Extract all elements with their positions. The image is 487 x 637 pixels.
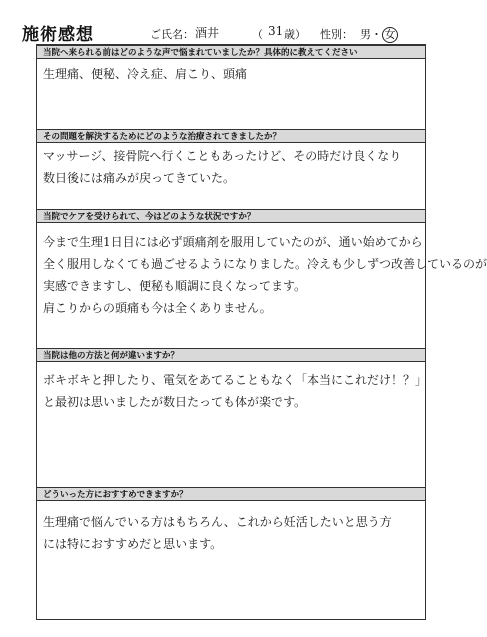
- survey-sheet: [36, 44, 487, 620]
- answer-4: [43, 369, 428, 413]
- answer-line: 実感できますし、便秘も順調に良くなってます。: [43, 279, 307, 293]
- answer-5: [43, 511, 421, 555]
- question-2: その問題を解決するためにどのような治療されてきましたか？: [37, 129, 425, 143]
- gender-label: 性別：: [320, 28, 353, 41]
- age-unit: 歳）: [284, 28, 306, 41]
- answer-line: 生理痛で悩んでいる方はもちろん、これから妊活したいと思う方: [43, 515, 392, 529]
- answer-line: 生理痛、便秘、冷え症、肩こり、頭痛: [43, 67, 248, 81]
- question-4: 当院は他の方法と何が違いますか？: [37, 348, 425, 362]
- answer-line: と最初は思いましたが数日たっても体が楽です。: [43, 395, 307, 409]
- answer-3: [43, 231, 487, 319]
- form-title: 施術感想: [22, 25, 94, 45]
- name-value: 酒井: [195, 26, 220, 40]
- answer-1: [43, 63, 421, 85]
- age-open: （: [252, 28, 263, 41]
- answer-2: [43, 145, 421, 189]
- question-5: どういった方におすすめできますか？: [37, 487, 425, 501]
- answer-line: 数日後には痛みが戻ってきていた。: [43, 171, 236, 185]
- question-3: 当院でケアを受けられて、今はどのような状況ですか？: [37, 209, 425, 223]
- answer-line: 肩こりからの頭痛も今は全くありません。: [43, 301, 272, 315]
- age-value: 31: [268, 24, 284, 38]
- name-label: ご氏名：: [150, 28, 194, 41]
- gender-separator: ・: [371, 28, 382, 41]
- gender-options: [360, 26, 398, 43]
- question-1: 当院へ来られる前はどのような声で悩まれていましたか？具体的に教えてください: [37, 45, 425, 59]
- answer-line: には特におすすめだと思います。: [43, 537, 223, 551]
- gender-male: 男: [360, 28, 371, 41]
- answer-line: ボキボキと押したり、電気をあてることもなく「本当にこれだけ！？」: [43, 373, 428, 387]
- answer-line: 今まで生理1日目には必ず頭痛剤を服用していたのが、通い始めてから: [43, 235, 423, 249]
- gender-female-circled: 女: [382, 27, 398, 43]
- answer-line: マッサージ、接骨院へ行くこともあったけど、その時だけ良くなり: [43, 149, 402, 163]
- answer-line: 全く服用しなくても過ごせるようになりました。冷えも少しずつ改善しているのが: [43, 257, 487, 271]
